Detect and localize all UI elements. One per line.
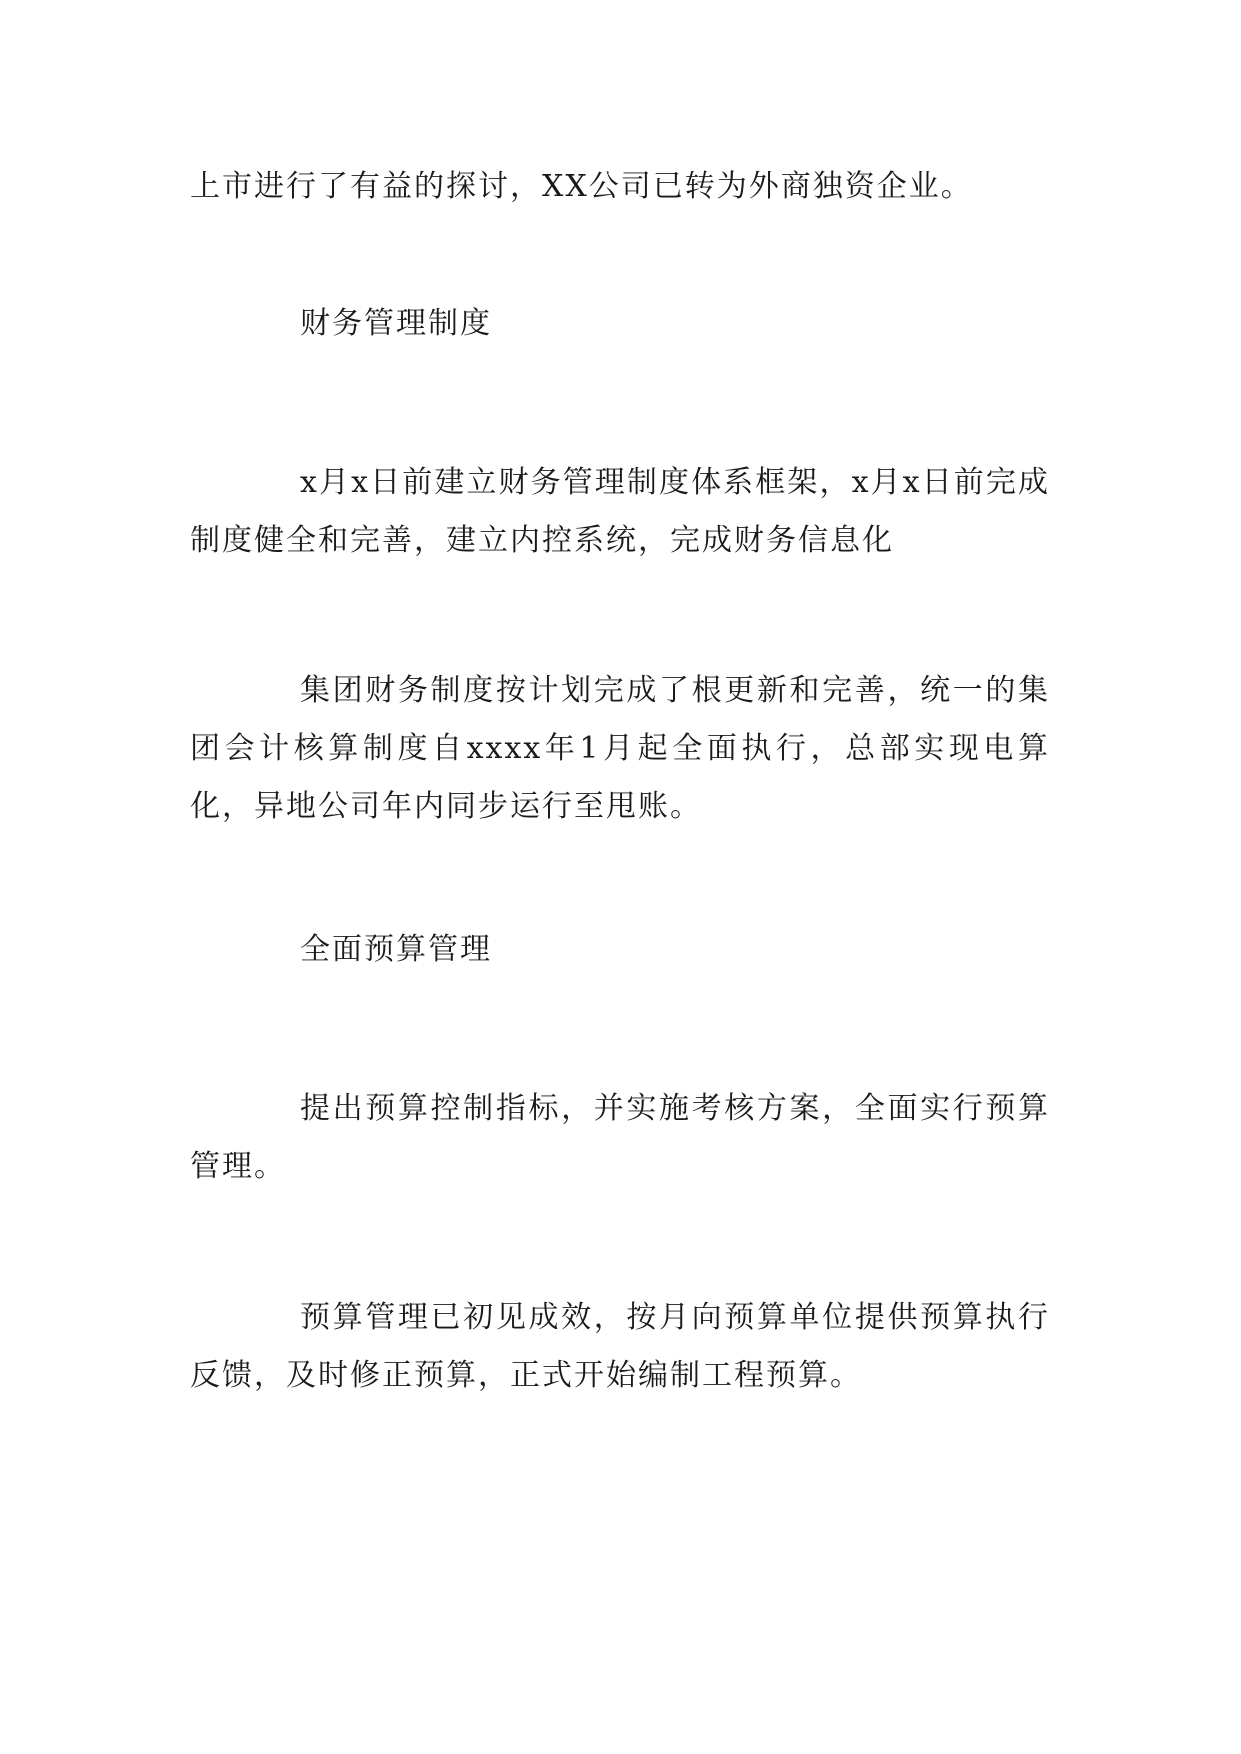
paragraph-budget-plan: 提出预算控制指标，并实施考核方案，全面实行预算管理。 (190, 1091, 1050, 1184)
paragraph-system-progress: 集团财务制度按计划完成了根更新和完善，统一的集团会计核算制度自xxxx年1月起全面执行，总部实现电算化，异地公司年内同步运行至甩账。 (190, 673, 1050, 824)
paragraph-continuation: 上市进行了有益的探讨，XX公司已转为外商独资企业。 (190, 169, 973, 204)
section-heading-financial-system: 财务管理制度 (300, 306, 492, 341)
paragraph-system-plan: x月x日前建立财务管理制度体系框架，x月x日前完成制度健全和完善，建立内控系统，完成财务信息化 (190, 465, 1050, 558)
paragraph-budget-progress: 预算管理已初见成效，按月向预算单位提供预算执行反馈，及时修正预算，正式开始编制工程预算。 (190, 1300, 1050, 1393)
section-heading-budget: 全面预算管理 (300, 932, 492, 967)
